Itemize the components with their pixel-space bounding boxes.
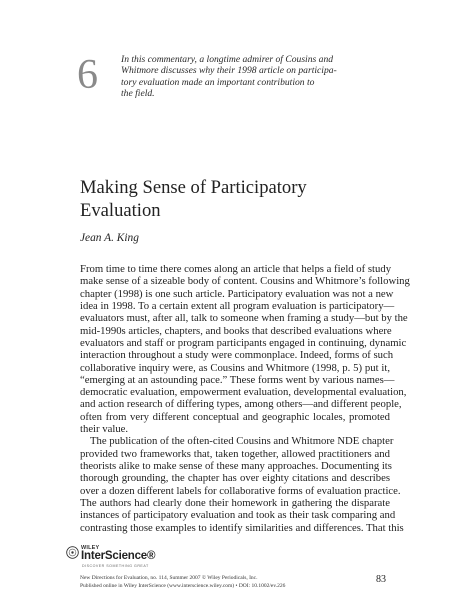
body-line: The publication of the often-cited Cousins and Whitmore NDE chapter: [90, 435, 394, 448]
logo-wiley-text: WILEY: [81, 545, 100, 551]
footer-journal-line: New Directions for Evaluation, no. 114, Summer 2007 © Wiley Periodicals, Inc.: [80, 575, 258, 581]
title-line: Evaluation: [80, 199, 161, 221]
abstract-line: In this commentary, a longtime admirer of Cousins and: [121, 54, 334, 65]
body-line: The authors had clearly done their homework in gathering the disparate: [80, 496, 390, 509]
body-line: collaborative inquiry were, as Cousins and Whitmore (1998, p. 5) put it,: [80, 361, 390, 374]
body-line: make sense of a sizeable body of content. Cousins and Whitmore’s following: [80, 275, 410, 288]
article-title: [80, 177, 307, 222]
body-line: contrasting those examples to identify similarities and differences. That this: [80, 521, 404, 534]
page-number: 83: [376, 574, 386, 585]
logo-tagline: DISCOVER SOMETHING GREAT: [82, 564, 149, 568]
title-line: Making Sense of Participatory: [80, 177, 307, 198]
body-line: idea in 1998. To a certain extent all program evaluation is participatory—: [80, 299, 395, 312]
body-line: and action research of differing types, among others—and different people,: [80, 398, 402, 411]
footer-doi-line: Published online in Wiley InterScience (www.interscience.wiley.com) • DOI: 10.1002/ev.226: [80, 583, 286, 590]
abstract-line: Whitmore discusses why their 1998 article on participa-: [121, 65, 337, 77]
wiley-seal-icon: [66, 546, 79, 559]
body-line: theorists alike to make sense of these many approaches. Documenting its: [80, 460, 392, 472]
wiley-interscience-logo: [66, 544, 206, 570]
body-line: over a dozen different labels for collaborative forms of evaluation practice.: [80, 484, 401, 497]
body-line: mid-1990s articles, chapters, and books that described evaluations where: [80, 324, 392, 337]
body-line: instances of participatory evaluation and took as their task comparing and: [80, 509, 396, 522]
paragraph-2: [80, 435, 404, 534]
publication-footer: [80, 574, 285, 590]
chapter-abstract: [121, 54, 361, 99]
body-line: evaluators and staff or program participants engaged in continuing, dynamic: [80, 336, 407, 349]
body-line: interaction throughout a study were commonplace. Indeed, forms of such: [80, 349, 394, 362]
body-line: chapter (1998) is one such article. Participatory evaluation was not a new: [80, 287, 394, 300]
body-line: provided two frameworks that, taken together, allowed practitioners and: [80, 447, 390, 460]
article-body: [80, 263, 410, 534]
body-line: thorough grounding, the chapter has over eighty citations and describes: [80, 472, 390, 485]
body-line: evaluators must, after all, talk to someone when framing a study—but by the: [80, 312, 408, 325]
logo-interscience-text: InterScience®: [81, 550, 156, 562]
body-line: democratic evaluation, empowerment evaluation, developmental evaluation,: [80, 386, 407, 399]
body-line: “emerging at an astounding pace.” These forms went by various names—: [80, 373, 395, 386]
body-line: From time to time there comes along an article that helps a field of study: [80, 263, 392, 275]
abstract-line: tory evaluation made an important contribution to: [121, 76, 315, 88]
chapter-number: 6: [77, 52, 98, 98]
author-name: Jean A. King: [80, 232, 139, 244]
abstract-line: the field.: [121, 87, 155, 99]
body-line: often from very different conceptual and geographic locales, promoted: [80, 410, 390, 423]
paragraph-1: [80, 263, 410, 436]
body-line: their value.: [80, 423, 129, 436]
